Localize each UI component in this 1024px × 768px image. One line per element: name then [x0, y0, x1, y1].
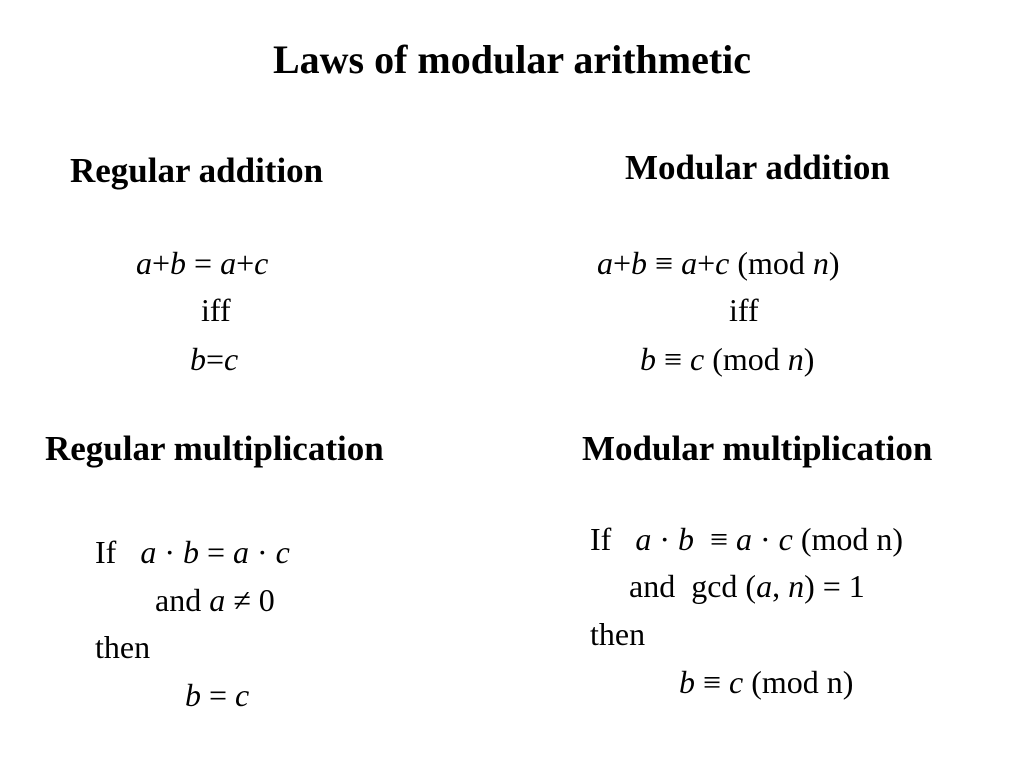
var-b: b — [679, 664, 695, 700]
modular-multiplication-premise — [590, 519, 903, 559]
var-c: c — [224, 341, 239, 377]
var-a: a — [597, 245, 613, 281]
operator: + — [152, 245, 171, 281]
modular-multiplication-then: then — [590, 616, 646, 652]
regular-multiplication-premise — [95, 532, 290, 572]
modular-multiplication-conclusion — [679, 662, 853, 702]
var-b: b — [185, 677, 201, 713]
mod-text: (mod n) — [792, 521, 904, 557]
modular-addition-equation — [597, 243, 840, 283]
var-b: b — [677, 521, 694, 557]
operator: ≡ — [693, 521, 737, 557]
paren: ) — [828, 245, 840, 281]
comma: , — [772, 568, 789, 604]
var-c: c — [275, 534, 290, 570]
regular-multiplication-heading: Regular multiplication — [45, 429, 384, 468]
var-a: a — [756, 568, 773, 604]
operator: · — [752, 521, 779, 557]
var-b: b — [640, 341, 656, 377]
operator: + — [236, 245, 255, 281]
modular-addition-heading: Modular addition — [625, 148, 890, 187]
operator: ≡ — [695, 664, 730, 700]
if-text: If — [590, 521, 636, 557]
var-b: b — [190, 341, 206, 377]
gcd-text: and gcd ( — [629, 568, 757, 604]
var-a: a — [220, 245, 237, 281]
var-n: n — [812, 245, 829, 281]
modular-multiplication-condition — [629, 566, 865, 606]
equals-one: ) = 1 — [804, 568, 865, 604]
mod-text: (mod — [729, 245, 813, 281]
operator: · — [156, 534, 183, 570]
and-text: and — [155, 582, 210, 618]
var-a: a — [736, 521, 753, 557]
operator: ≡ — [647, 245, 682, 281]
operator: ≡ — [656, 341, 691, 377]
modular-multiplication-heading: Modular multiplication — [582, 429, 933, 468]
var-a: a — [635, 521, 652, 557]
var-c: c — [690, 341, 705, 377]
var-c: c — [715, 245, 730, 281]
var-n: n — [787, 341, 804, 377]
var-a: a — [209, 582, 226, 618]
operator: ≠ 0 — [225, 582, 275, 618]
mod-text: (mod — [704, 341, 788, 377]
var-c: c — [729, 664, 744, 700]
paren: ) — [803, 341, 815, 377]
operator: · — [651, 521, 678, 557]
operator: = — [206, 341, 225, 377]
var-a: a — [140, 534, 157, 570]
regular-addition-iff: iff — [201, 292, 231, 328]
operator: = — [201, 677, 236, 713]
modular-addition-iff: iff — [729, 292, 759, 328]
regular-multiplication-condition — [155, 580, 275, 620]
var-b: b — [182, 534, 199, 570]
slide-title: Laws of modular arithmetic — [272, 37, 752, 82]
var-a: a — [233, 534, 250, 570]
operator: + — [697, 245, 716, 281]
var-a: a — [136, 245, 152, 281]
var-b: b — [170, 245, 187, 281]
var-a: a — [681, 245, 698, 281]
regular-multiplication-then: then — [95, 629, 151, 665]
operator: + — [613, 245, 632, 281]
operator: = — [198, 534, 234, 570]
var-c: c — [254, 245, 269, 281]
var-n: n — [788, 568, 805, 604]
operator: = — [186, 245, 221, 281]
var-c: c — [778, 521, 793, 557]
regular-addition-equation — [136, 243, 268, 283]
var-c: c — [235, 677, 250, 713]
regular-addition-heading: Regular addition — [70, 151, 324, 190]
modular-addition-conclusion — [640, 339, 814, 379]
if-text: If — [95, 534, 141, 570]
regular-multiplication-conclusion — [185, 675, 249, 715]
mod-text: (mod n) — [743, 664, 854, 700]
operator: · — [249, 534, 276, 570]
regular-addition-conclusion — [190, 339, 238, 379]
var-b: b — [631, 245, 648, 281]
